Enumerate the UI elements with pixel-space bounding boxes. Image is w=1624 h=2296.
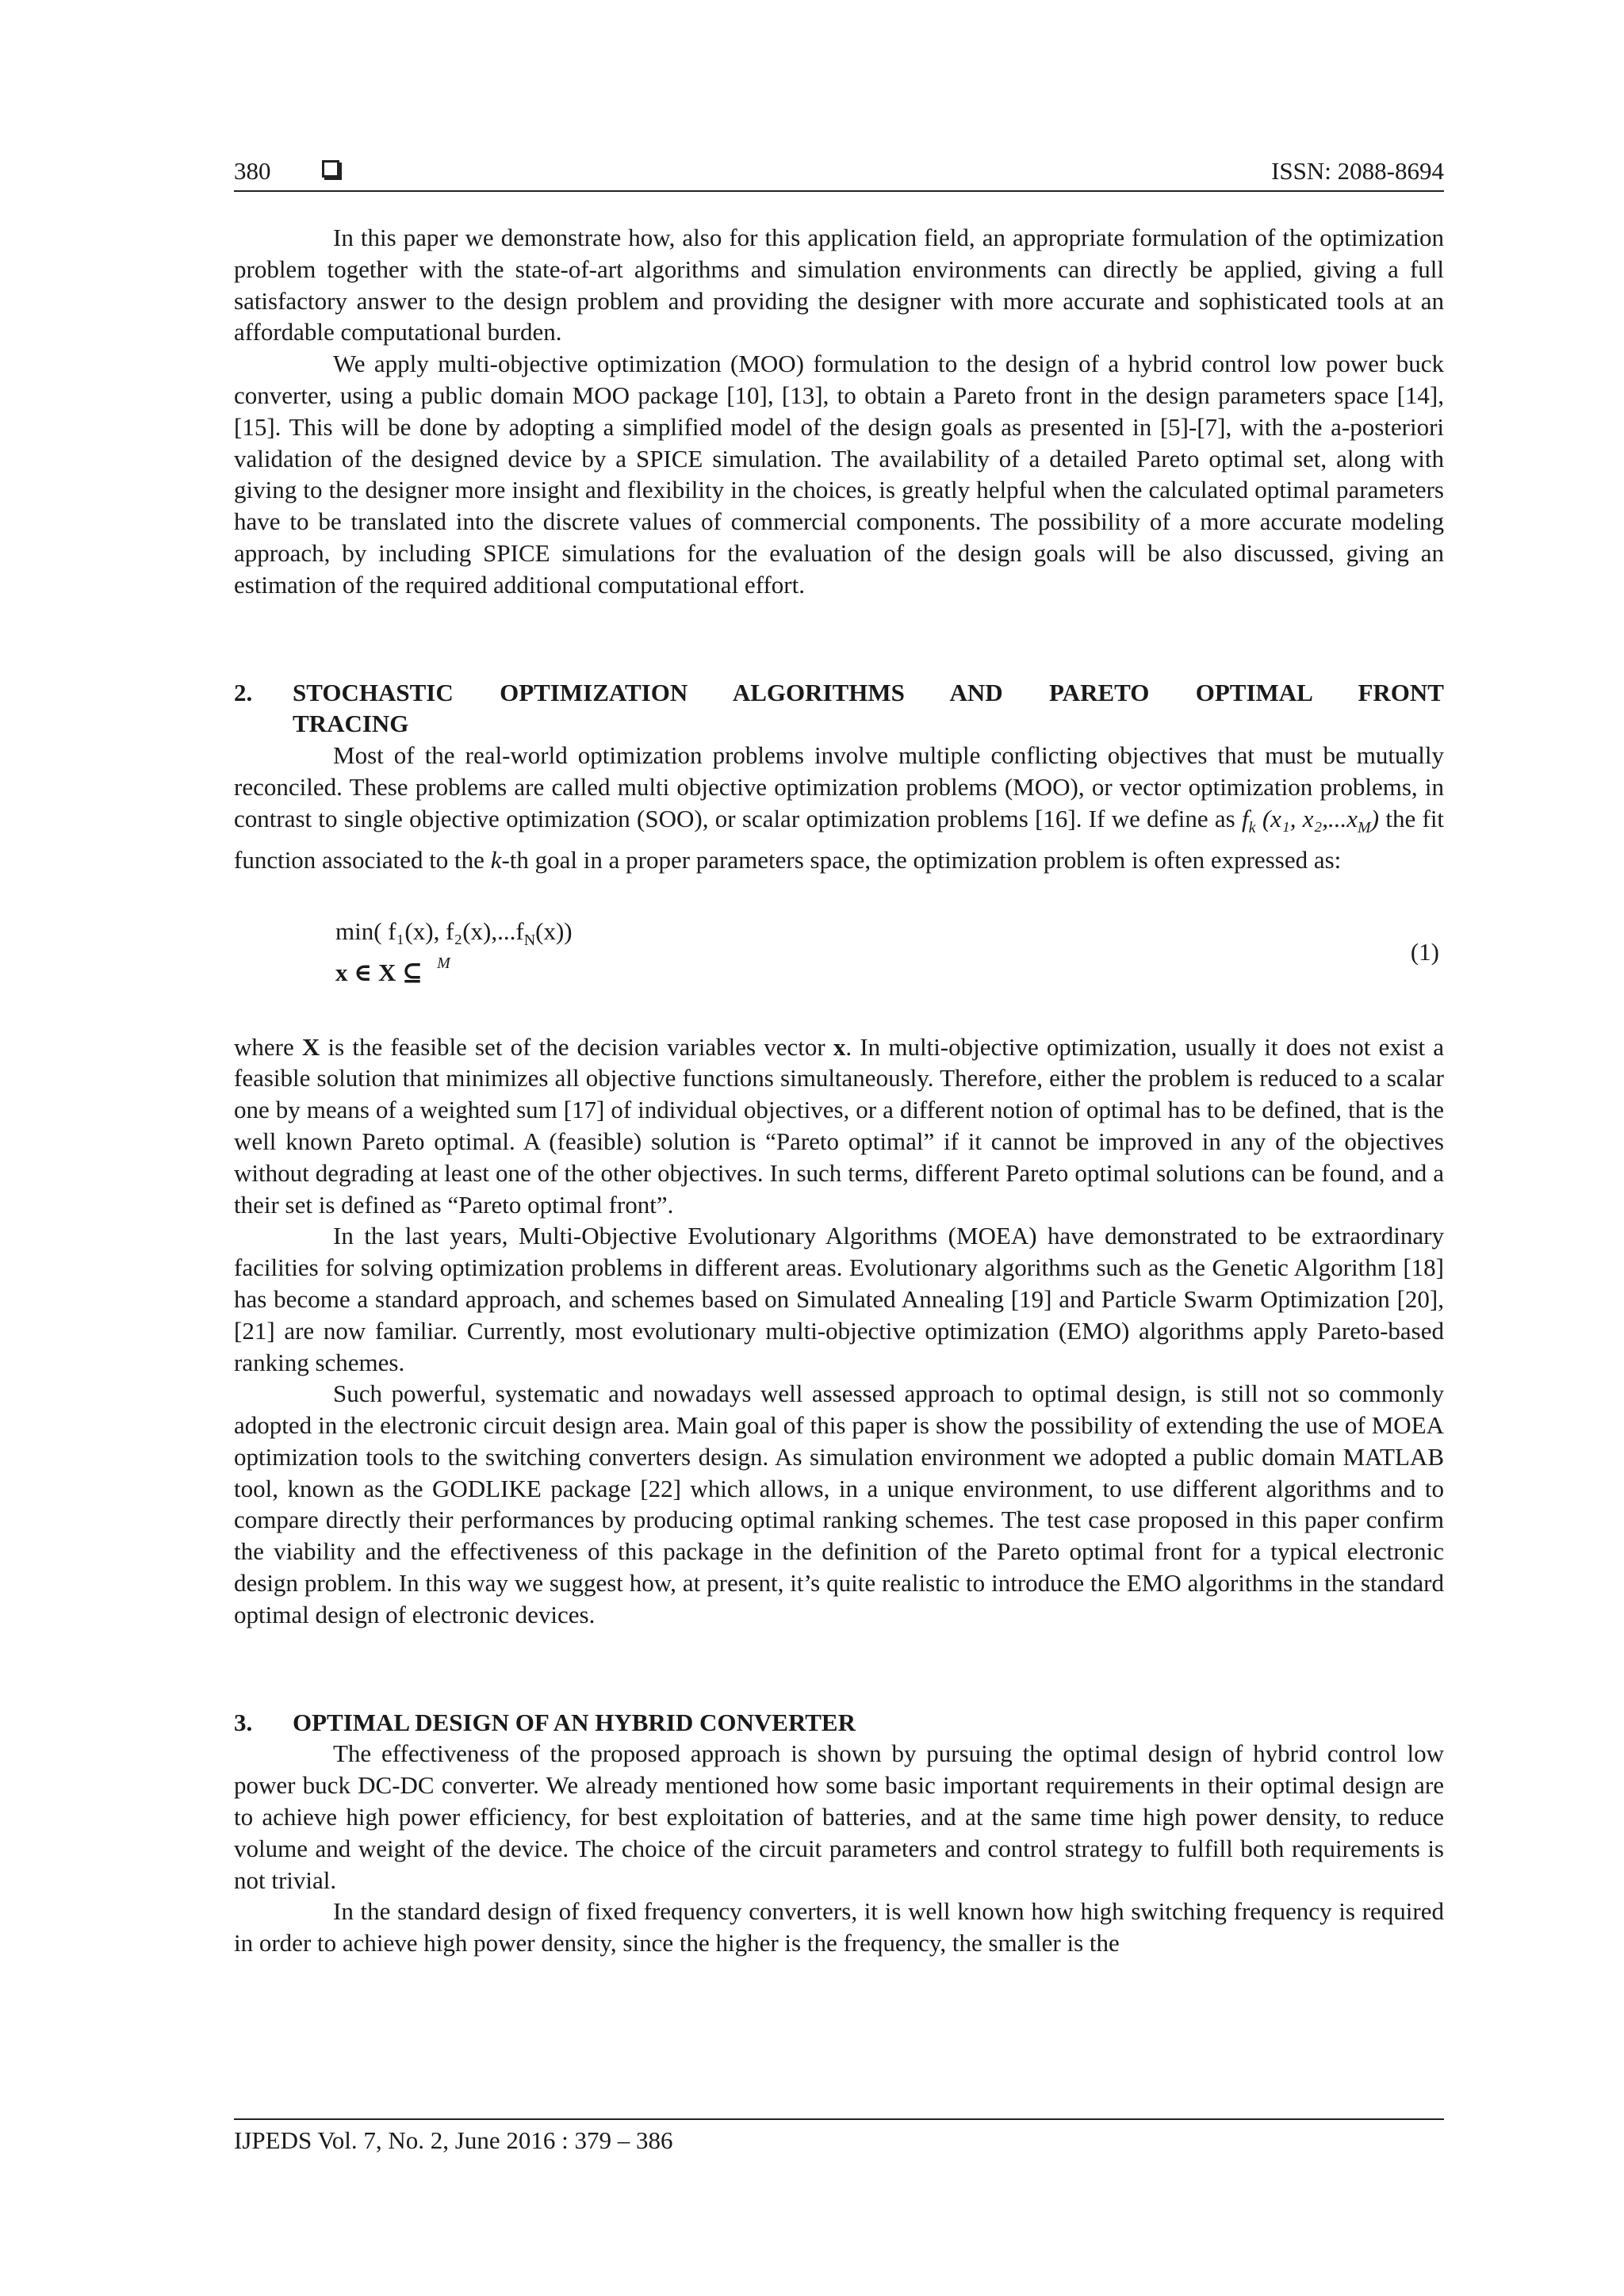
equation-1: [234, 909, 1444, 1004]
section-3-paragraph-1: The effectiveness of the proposed approach is shown by pursuing the optimal design of hybrid control low power buck DC-DC converter. We already mentioned how some basic important requirements in their optimal design are to achieve high power efficiency, for best exploitation of batteries, and at the same time high power density, to reduce volume and weight of the device. The choice of the circuit parameters and control strategy to fulfill both requirements is not trivial.: [234, 1739, 1444, 1894]
page-number: 380: [234, 157, 271, 185]
section-3-number: 3.: [234, 1708, 253, 1736]
page-header: [234, 155, 1444, 192]
checkbox-square-icon: [322, 160, 339, 178]
fit-function-math: $f_k$ (x₁, $x_2,...x_M$): [1242, 804, 1380, 836]
intro-paragraph-2: We apply multi-objective optimization (MOO) formulation to the design of a hybrid control low power buck converter, using a public domain MOO package [10], [13], to obtain a Pareto front in the design parameters space [14], [15]. This will be done by adopting a simplified model of the design goals as presented in [5]-[7], with the a-posteriori validation of the designed device by a SPICE simulation. The availability of a detailed Pareto optimal set, along with giving to the designer more insight and flexibility in the choices, is greatly helpful when the calculated optimal parameters have to be translated into the discrete values of commercial components. The possibility of a more accurate modeling approach, by including SPICE simulations for the evaluation of the design goals will be also discussed, giving an estimation of the required additional computational effort.: [234, 350, 1444, 599]
main-text: [234, 222, 1444, 1959]
section-2-paragraph-3: In the last years, Multi-Objective Evolutionary Algorithms (MOEA) have demonstrated to be extraordinary facilities for solving optimization problems in different areas. Evolutionary algorithms such as the Genetic Algorithm [18] has become a standard approach, and schemes based on Simulated Annealing [19] and Particle Swarm Optimization [20], [21] are now familiar. Currently, most evolutionary multi-objective optimization (EMO) algorithms apply Pareto-based ranking schemes.: [234, 1222, 1444, 1376]
section-2-heading: [234, 677, 1444, 709]
intro-paragraph-1: In this paper we demonstrate how, also for this application field, an appropriate formulation of the optimization problem together with the state-of-art algorithms and simulation environments can directly be applied, giving a full satisfactory answer to the design problem and providing the designer with more accurate and sophisticated tools at an affordable computational burden.: [234, 224, 1444, 346]
equation-objective: min( f₁(x), $f_2(x),...f_N(x)$): [335, 916, 573, 949]
section-3-title: OPTIMAL DESIGN OF AN HYBRID CONVERTER: [293, 1708, 856, 1736]
section-3-paragraph-2: In the standard design of fixed frequency converters, it is well known how high switching frequency is required in order to achieve high power density, since the higher is the frequency, the smaller is the: [234, 1897, 1444, 1957]
section-3-heading: [234, 1707, 1444, 1739]
section-2-paragraph-1: Most of the real-world optimization problems involve multiple conflicting objectives that must be mutually reconciled. These problems are called multi objective optimization problems (MOO), or vector optimization problems, in contrast to single objective optimization (SOO), or scalar optimization problems [16]. If we define as $f_k$ (x₁, $x_2,...x_M$) the fit function associated to the k-th goal in a proper parameters space, the optimization problem is often expressed as:: [234, 741, 1445, 874]
section-2-number: 2.: [234, 678, 253, 706]
section-2-paragraph-2: where X is the feasible set of the decision variables vector x. In multi-objective optimization, usually it does not exist a feasible solution that minimizes all objective functions simultaneously. Therefore, either the problem is reduced to a scalar one by means of a weighted sum [17] of individual objectives, or a different notion of optimal has to be defined, that is the well known Pareto optimal. A (feasible) solution is “Pareto optimal” if it cannot be improved in any of the objectives without degrading at least one of the other objectives. In such terms, different Pareto optimal solutions can be found, and a their set is defined as “Pareto optimal front”.: [234, 1032, 1445, 1219]
section-2-title: STOCHASTIC OPTIMIZATION ALGORITHMS AND PARETO OPTIMAL FRONT: [293, 678, 1444, 706]
section-2-paragraph-4: Such powerful, systematic and nowadays well assessed approach to optimal design, is still not so commonly adopted in the electronic circuit design area. Main goal of this paper is show the possibility of extending the use of MOEA optimization tools to the switching converters design. As simulation environment we adopted a public domain MATLAB tool, known as the GODLIKE package [22] which allows, in a unique environment, to use different algorithms and to compare directly their performances by producing optimal ranking schemes. The test case proposed in this paper confirm the viability and the effectiveness of this package in the definition of the Pareto optimal front for a typical electronic design problem. In this way we suggest how, at present, it’s quite realistic to introduce the EMO algorithms in the standard optimal design of electronic devices.: [234, 1380, 1444, 1628]
section-2-title-continued: TRACING: [293, 710, 409, 738]
journal-citation: IJPEDS Vol. 7, No. 2, June 2016 : 379 – 386: [234, 2126, 673, 2154]
page-footer: [234, 2118, 1444, 2155]
equation-number: (1): [1410, 937, 1439, 966]
issn-label: ISSN: 2088-8694: [1271, 157, 1444, 185]
equation-constraint: x ∈ X ⊆ $^M$: [335, 954, 450, 986]
